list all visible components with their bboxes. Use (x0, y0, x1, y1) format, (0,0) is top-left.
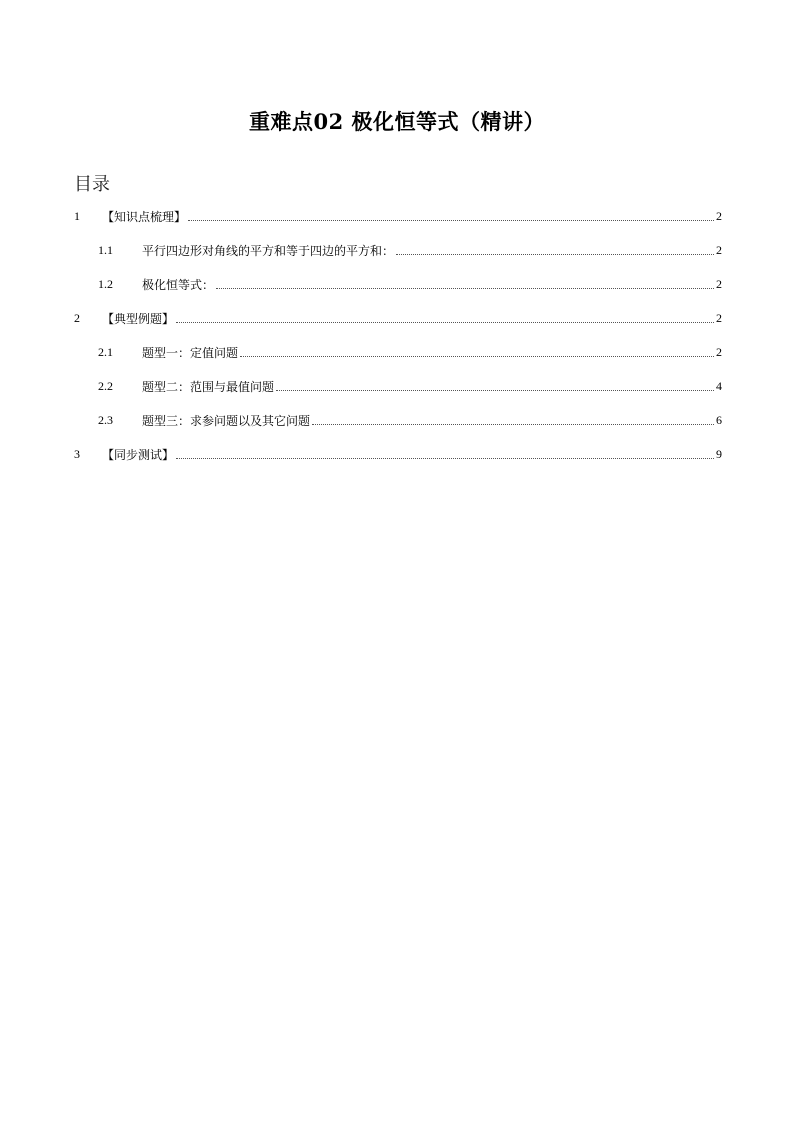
toc-entry-number: 2.3 (98, 412, 113, 427)
toc-entry-label: 题型三：求参问题以及其它问题 (142, 413, 311, 428)
table-of-contents (74, 199, 722, 471)
toc-entry-parameter-problems[interactable] (74, 403, 722, 437)
toc-entry-typical-examples[interactable] (74, 301, 722, 335)
toc-heading: 目录 (74, 174, 110, 195)
toc-entry-number: 1.1 (98, 242, 113, 257)
toc-entry-page: 2 (716, 344, 722, 359)
toc-dot-leader (276, 389, 714, 391)
toc-entry-label: 【典型例题】 (102, 311, 175, 326)
toc-entry-label: 极化恒等式： (142, 277, 215, 292)
toc-entry-page: 6 (716, 412, 722, 427)
toc-entry-range-extremum[interactable] (74, 369, 722, 403)
toc-entry-page: 2 (716, 310, 722, 325)
toc-entry-label: 平行四边形对角线的平方和等于四边的平方和： (142, 243, 395, 258)
toc-entry-sync-test[interactable] (74, 437, 722, 471)
toc-dot-leader (240, 355, 714, 357)
toc-entry-polarization-identity[interactable] (74, 267, 722, 301)
toc-entry-label: 题型一：定值问题 (142, 345, 239, 360)
toc-entry-page: 2 (716, 276, 722, 291)
document-title: 重难点02 极化恒等式（精讲） (248, 109, 546, 134)
toc-entry-label: 题型二：范围与最值问题 (142, 379, 275, 394)
toc-entry-fixed-value[interactable] (74, 335, 722, 369)
toc-entry-page: 4 (716, 378, 722, 393)
toc-entry-number: 2.2 (98, 378, 113, 393)
toc-entry-page: 2 (716, 208, 722, 223)
toc-entry-page: 9 (716, 446, 722, 461)
toc-dot-leader (188, 219, 714, 221)
toc-entry-label: 【知识点梳理】 (102, 209, 187, 224)
toc-dot-leader (396, 253, 714, 255)
toc-entry-number: 2.1 (98, 344, 113, 359)
toc-dot-leader (176, 457, 714, 459)
toc-entry-number: 1.2 (98, 276, 113, 291)
toc-entry-page: 2 (716, 242, 722, 257)
toc-entry-number: 1 (74, 208, 80, 223)
toc-entry-number: 2 (74, 310, 80, 325)
toc-dot-leader (176, 321, 714, 323)
toc-dot-leader (216, 287, 714, 289)
toc-entry-label: 【同步测试】 (102, 447, 175, 462)
toc-dot-leader (312, 423, 714, 425)
toc-entry-parallelogram[interactable] (74, 233, 722, 267)
toc-entry-knowledge-points[interactable] (74, 199, 722, 233)
toc-entry-number: 3 (74, 446, 80, 461)
